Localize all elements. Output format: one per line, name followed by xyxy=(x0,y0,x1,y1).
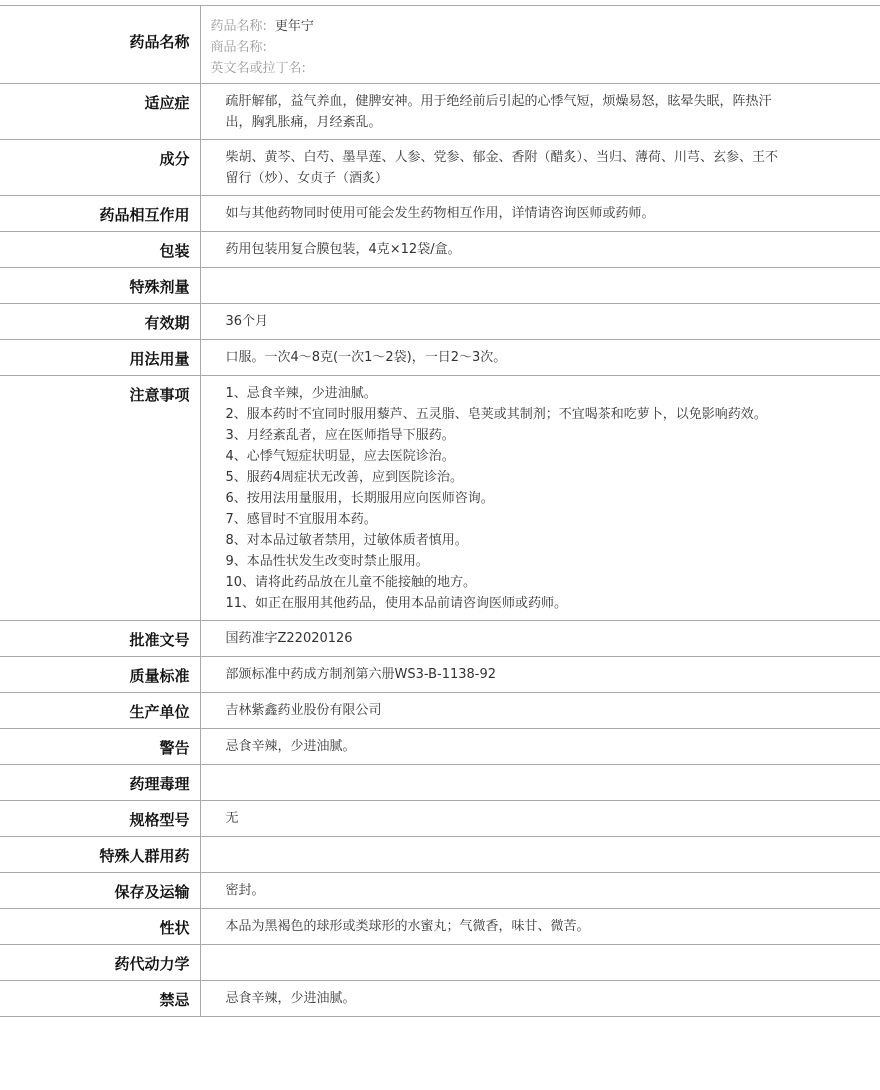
row-value: 部颁标准中药成方制剂第六册WS3-B-1138-92 xyxy=(200,657,880,693)
row-label: 包装 xyxy=(0,232,200,268)
row-value: 密封。 xyxy=(200,873,880,909)
list-item: 2、服本药时不宜同时服用藜芦、五灵脂、皂荚或其制剂；不宜喝茶和吃萝卜，以免影响药效。 xyxy=(225,407,767,422)
row-special-population xyxy=(0,837,880,873)
english-name-key: 英文名或拉丁名: xyxy=(210,61,306,76)
row-precautions xyxy=(0,376,880,621)
row-label: 保存及运输 xyxy=(0,873,200,909)
row-packaging xyxy=(0,232,880,268)
list-item: 3、月经紊乱者，应在医师指导下服药。 xyxy=(225,428,455,443)
list-item: 10、请将此药品放在儿童不能接触的地方。 xyxy=(225,575,477,590)
row-label: 用法用量 xyxy=(0,340,200,376)
row-special-dosage xyxy=(0,268,880,304)
row-label: 特殊剂量 xyxy=(0,268,200,304)
row-label: 药代动力学 xyxy=(0,945,200,981)
row-label: 批准文号 xyxy=(0,621,200,657)
row-label: 药理毒理 xyxy=(0,765,200,801)
row-label: 禁忌 xyxy=(0,981,200,1017)
row-contraindications xyxy=(0,981,880,1017)
list-item: 5、服药4周症状无改善，应到医院诊治。 xyxy=(225,470,464,485)
row-label: 警告 xyxy=(0,729,200,765)
row-value: 无 xyxy=(200,801,880,837)
row-label: 性状 xyxy=(0,909,200,945)
row-ingredients xyxy=(0,140,880,196)
row-value: 疏肝解郁，益气养血，健脾安神。用于绝经前后引起的心悸气短，烦燥易怒，眩晕失眠，阵热汗出，胸乳胀痛，月经紊乱。 xyxy=(200,84,880,140)
row-value: 吉林紫鑫药业股份有限公司 xyxy=(200,693,880,729)
row-label: 生产单位 xyxy=(0,693,200,729)
row-interactions xyxy=(0,196,880,232)
row-description xyxy=(0,909,880,945)
row-label: 有效期 xyxy=(0,304,200,340)
list-item: 9、本品性状发生改变时禁止服用。 xyxy=(225,554,429,569)
row-value xyxy=(200,376,880,621)
list-item: 6、按用法用量服用，长期服用应向医师咨询。 xyxy=(225,491,494,506)
row-label: 注意事项 xyxy=(0,376,200,621)
row-value: 忌食辛辣，少进油腻。 xyxy=(200,981,880,1017)
row-specification xyxy=(0,801,880,837)
row-label: 药品名称 xyxy=(0,6,200,84)
row-pharmacokinetics xyxy=(0,945,880,981)
row-value xyxy=(200,837,880,873)
row-usage xyxy=(0,340,880,376)
row-value: 口服。一次4～8克(一次1～2袋)，一日2～3次。 xyxy=(200,340,880,376)
row-value: 柴胡、黄芩、白芍、墨旱莲、人参、党参、郁金、香附（醋炙）、当归、薄荷、川芎、玄参、王不留行（炒）、女贞子（酒炙） xyxy=(200,140,880,196)
list-item: 8、对本品过敏者禁用，过敏体质者慎用。 xyxy=(225,533,468,548)
list-item: 7、感冒时不宜服用本药。 xyxy=(225,512,377,527)
row-value xyxy=(200,6,880,84)
row-label: 规格型号 xyxy=(0,801,200,837)
row-value: 36个月 xyxy=(200,304,880,340)
list-item: 11、如正在服用其他药品，使用本品前请咨询医师或药师。 xyxy=(225,596,568,611)
row-value xyxy=(200,945,880,981)
trade-name-key: 商品名称: xyxy=(210,40,267,55)
row-label: 成分 xyxy=(0,140,200,196)
drug-spec-table xyxy=(0,5,880,1017)
row-value: 本品为黑褐色的球形或类球形的水蜜丸；气微香，味甘、微苦。 xyxy=(200,909,880,945)
row-pharmacology xyxy=(0,765,880,801)
row-indications xyxy=(0,84,880,140)
row-value: 如与其他药物同时使用可能会发生药物相互作用，详情请咨询医师或药师。 xyxy=(200,196,880,232)
row-label: 质量标准 xyxy=(0,657,200,693)
drug-name-line xyxy=(211,16,861,37)
list-item: 1、忌食辛辣，少进油腻。 xyxy=(225,386,377,401)
row-shelf-life xyxy=(0,304,880,340)
english-name-line xyxy=(211,58,861,79)
list-item: 4、心悸气短症状明显，应去医院诊治。 xyxy=(225,449,455,464)
row-manufacturer xyxy=(0,693,880,729)
row-standard xyxy=(0,657,880,693)
row-drug-name xyxy=(0,6,880,84)
row-approval xyxy=(0,621,880,657)
row-value xyxy=(200,765,880,801)
row-storage xyxy=(0,873,880,909)
drug-name-key: 药品名称: xyxy=(210,19,267,34)
row-label: 药品相互作用 xyxy=(0,196,200,232)
row-value: 国药准字Z22020126 xyxy=(200,621,880,657)
row-value xyxy=(200,268,880,304)
trade-name-line xyxy=(211,37,861,58)
row-value: 忌食辛辣，少进油腻。 xyxy=(200,729,880,765)
row-label: 特殊人群用药 xyxy=(0,837,200,873)
drug-name-value: 更年宁 xyxy=(274,19,314,34)
row-label: 适应症 xyxy=(0,84,200,140)
row-warning xyxy=(0,729,880,765)
row-value: 药用包装用复合膜包装，4克×12袋/盒。 xyxy=(200,232,880,268)
